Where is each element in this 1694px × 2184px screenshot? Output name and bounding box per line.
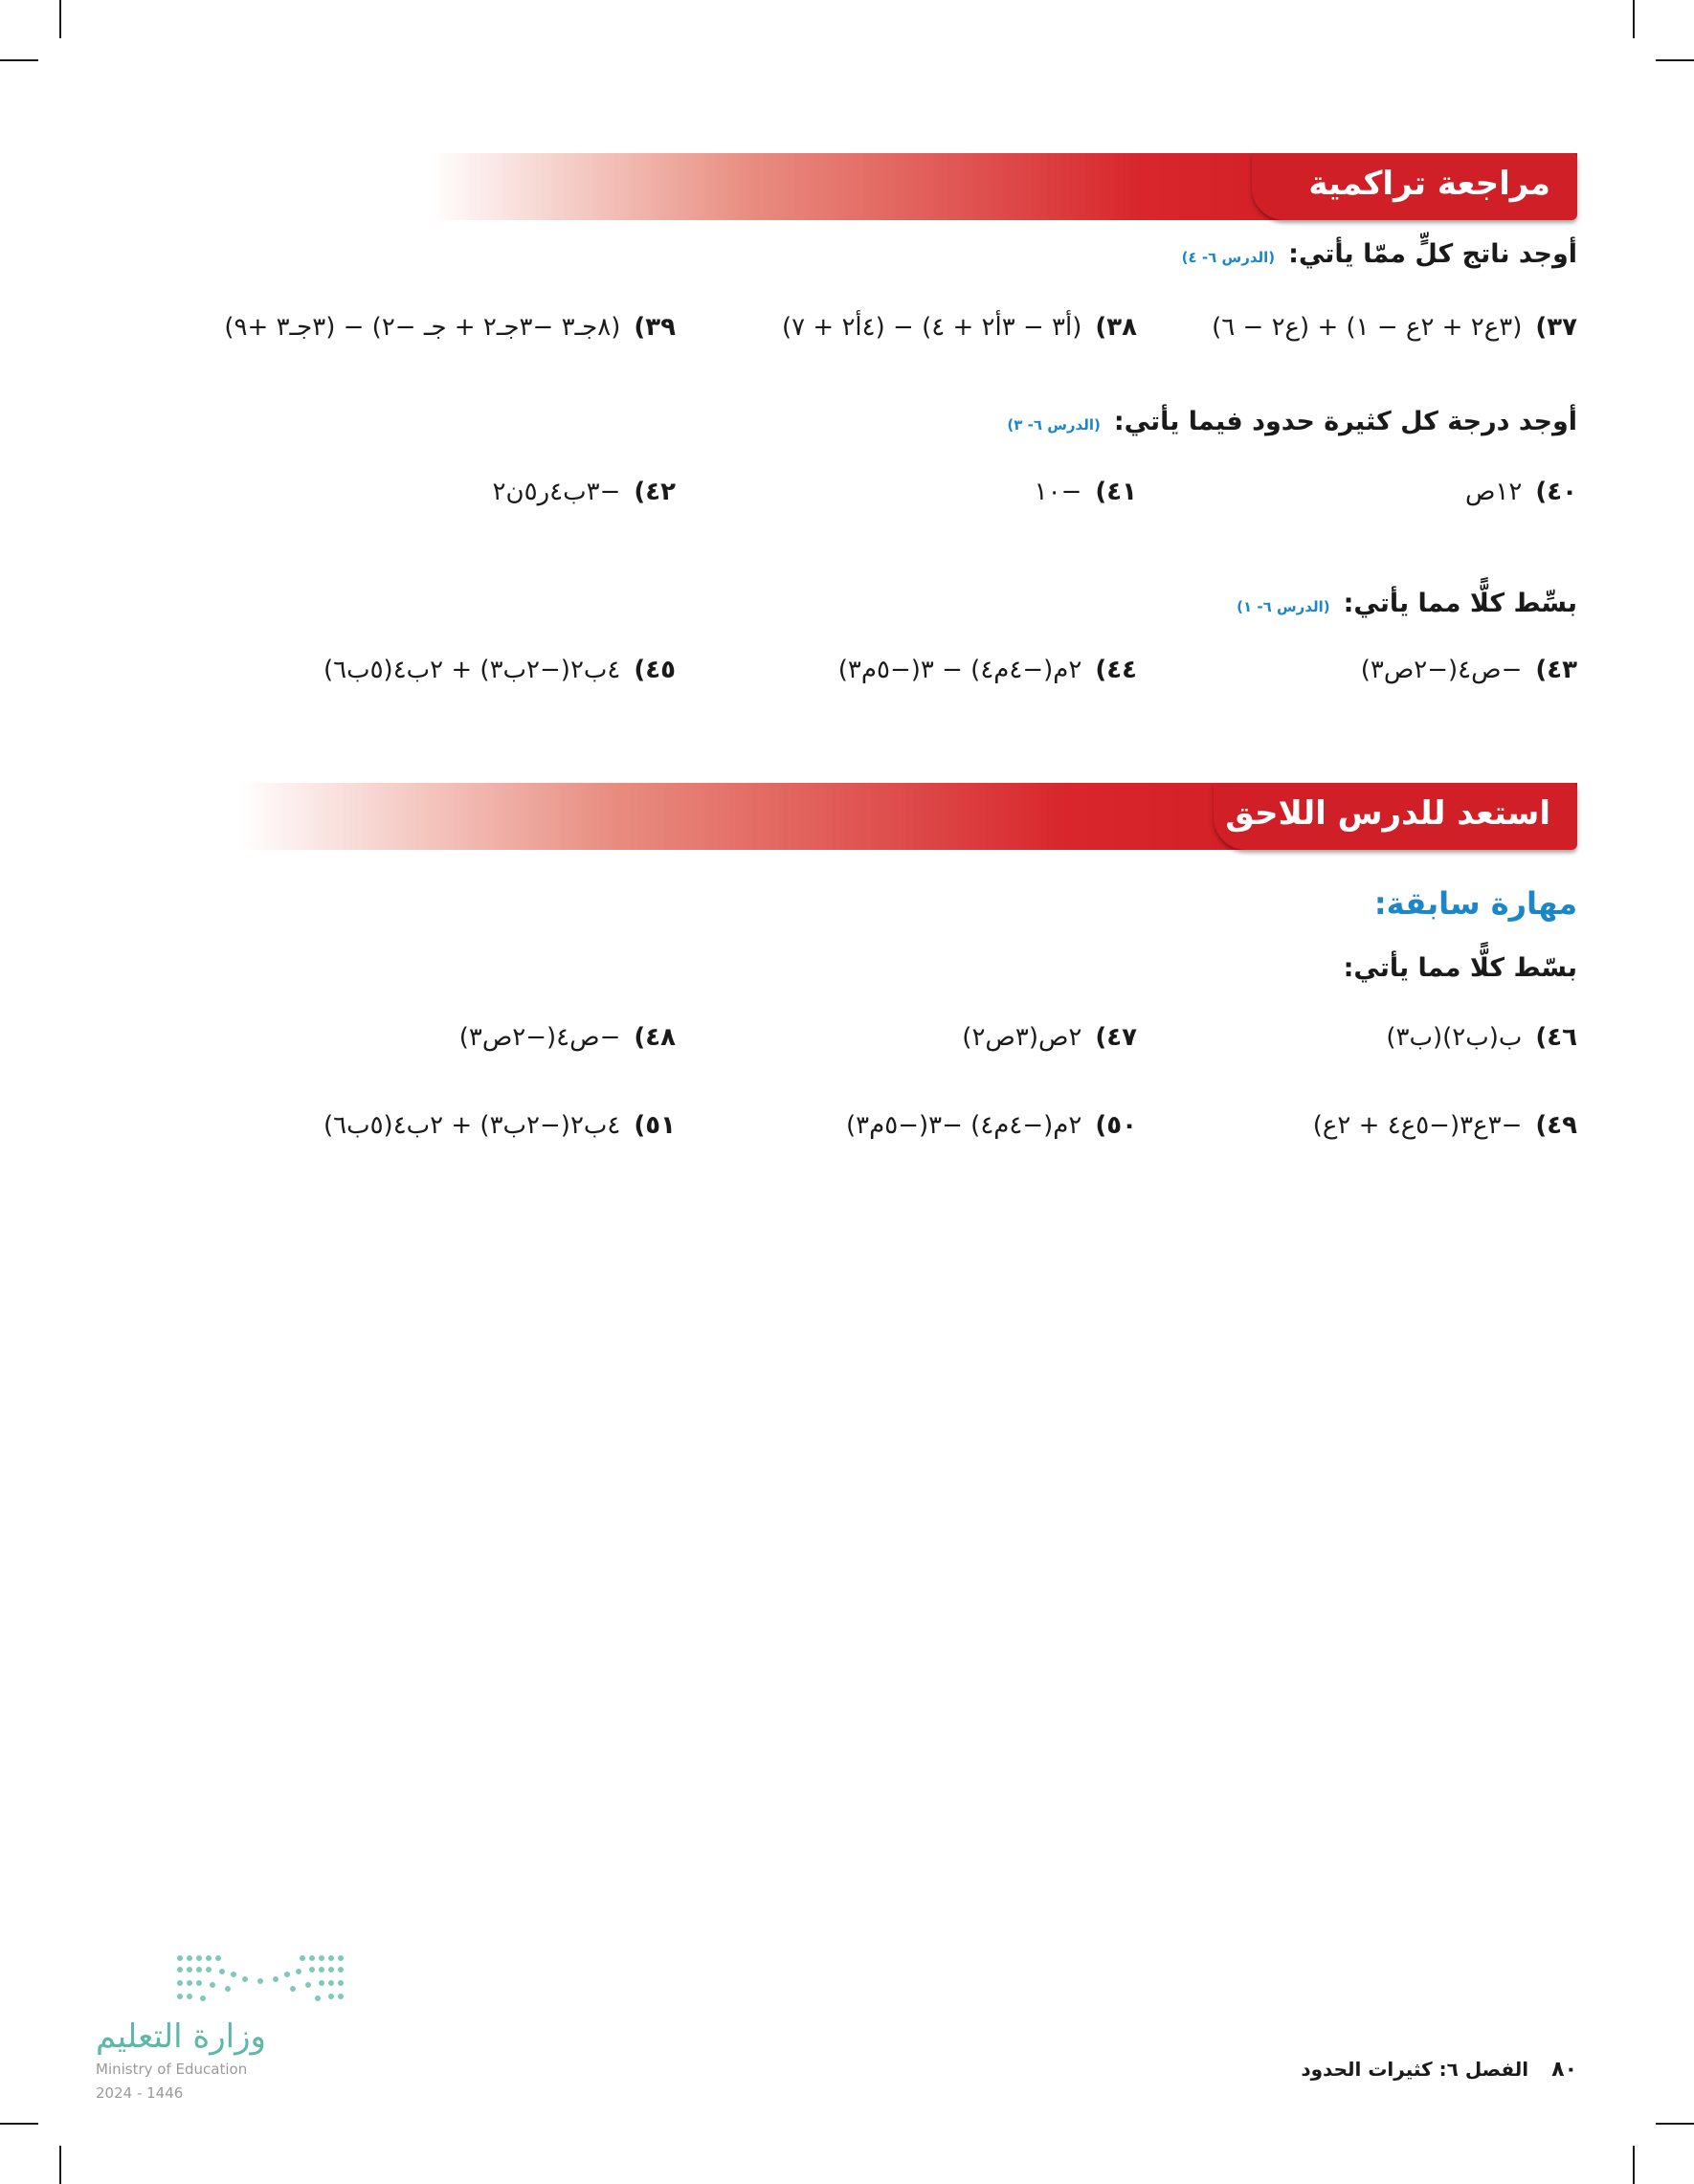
instruction-text: بسِّط كلًّا مما يأتي: (1343, 589, 1577, 618)
page-footer (1301, 2058, 1577, 2082)
crop-mark (1633, 0, 1635, 38)
problem-expression: (٨جـ٣ −٣جـ٢ + جـ −٢) − (٣جـ٣ +٩) (224, 313, 621, 342)
lesson-reference: (الدرس ٦- ١) (1237, 598, 1330, 615)
section-banner-next-lesson (237, 783, 1577, 850)
problem (459, 1023, 676, 1052)
chapter-title: الفصل ٦: كثيرات الحدود (1301, 2058, 1529, 2081)
crop-mark (1633, 2146, 1635, 2184)
instruction-text: أوجد ناتج كلٍّ ممّا يأتي: (1288, 239, 1577, 269)
problem (1313, 1111, 1577, 1140)
problem-expression: ٢م(−٤م٤) − ٣(−٥م٣) (837, 656, 1082, 684)
problem-expression: −ص٤(−٢ص٣) (1360, 656, 1523, 684)
prior-skill-label: مهارة سابقة: (1373, 885, 1577, 922)
problem-expression: (أ٣ − ٣أ٢ + ٤) − (٤أ٢ + ٧) (781, 313, 1082, 342)
problem-number: ٤١) (1095, 478, 1137, 506)
problem-expression: −٣ع٣(−٥ع٤ + ٢ع) (1312, 1111, 1523, 1140)
problem (323, 1111, 676, 1140)
problem (838, 656, 1137, 684)
problem-number: ٤٢) (634, 478, 676, 506)
problem (224, 313, 676, 342)
problem-number: ٤٧) (1095, 1023, 1137, 1052)
crop-mark (1656, 59, 1694, 61)
problem (846, 1111, 1137, 1140)
page-number: ٨٠ (1551, 2058, 1577, 2082)
crop-mark (0, 2123, 38, 2125)
problem (1212, 313, 1577, 342)
crop-mark (0, 59, 38, 61)
ministry-year: 2024 - 1446 (96, 2084, 184, 2102)
problem-number: ٤٦) (1535, 1023, 1577, 1052)
problem (323, 656, 676, 684)
section-title: مراجعة تراكمية (1308, 165, 1550, 203)
problem-expression: (٣ع٢ + ٢ع − ١) + (ع٢ − ٦) (1212, 313, 1523, 342)
problem-number: ٤٥) (634, 656, 676, 684)
problem-expression: ٢ص(٣ص٢) (962, 1023, 1082, 1052)
instruction-line (1182, 239, 1577, 269)
problem (1361, 656, 1577, 684)
problem-expression: −ص٤(−٢ص٣) (458, 1023, 621, 1052)
lesson-reference: (الدرس ٦- ٣) (1007, 416, 1101, 434)
problem-number: ٤٩) (1535, 1111, 1577, 1140)
problem (1386, 1023, 1577, 1052)
crop-mark (1656, 2123, 1694, 2125)
problem (962, 1023, 1137, 1052)
instruction-line (1007, 407, 1577, 436)
crop-mark (59, 0, 61, 38)
problem-expression: −٣ب٤ر٥ن٢ (492, 478, 621, 506)
problem (493, 478, 676, 506)
section-title: استعد للدرس اللاحق (1225, 794, 1550, 833)
problem-expression: ٤ب٢(−٢ب٣) + ٢ب٤(٥ب٦) (323, 1111, 621, 1140)
ministry-logo-icon (174, 1952, 346, 2006)
problem-number: ٥٠) (1095, 1111, 1137, 1140)
crop-mark (59, 2146, 61, 2184)
problem (782, 313, 1137, 342)
lesson-reference: (الدرس ٦- ٤) (1181, 249, 1276, 266)
problem-number: ٤٠) (1535, 478, 1577, 506)
problem-number: ٣٧) (1535, 313, 1577, 342)
section-banner-review (429, 153, 1577, 220)
problem-number: ٤٨) (634, 1023, 676, 1052)
problem-number: ٤٣) (1535, 656, 1577, 684)
problem-expression: ٢م(−٤م٤) −٣(−٥م٣) (846, 1111, 1082, 1140)
problem (1035, 478, 1137, 506)
section-banner-tab (1214, 783, 1577, 850)
ministry-name-arabic: وزارة التعليم (96, 2017, 266, 2056)
problem-number: ٤٤) (1095, 656, 1137, 684)
section-banner-tab (1252, 153, 1577, 220)
instruction-text: أوجد درجة كل كثيرة حدود فيما يأتي: (1113, 407, 1577, 436)
problem-expression: ٤ب٢(−٢ب٣) + ٢ب٤(٥ب٦) (323, 656, 621, 684)
instruction-line (1237, 589, 1577, 618)
problem-expression: ١٢ص (1464, 478, 1523, 506)
ministry-name-english: Ministry of Education (96, 2061, 248, 2078)
instruction-text: بسّط كلًّا مما يأتي: (1343, 953, 1577, 983)
problem-number: ٣٩) (634, 313, 676, 342)
problem-expression: −١٠ (1034, 478, 1082, 506)
problem-expression: ب(ب٢)(ب٣) (1386, 1023, 1523, 1052)
problem-number: ٣٨) (1095, 313, 1137, 342)
problem (1465, 478, 1577, 506)
problem-number: ٥١) (634, 1111, 676, 1140)
